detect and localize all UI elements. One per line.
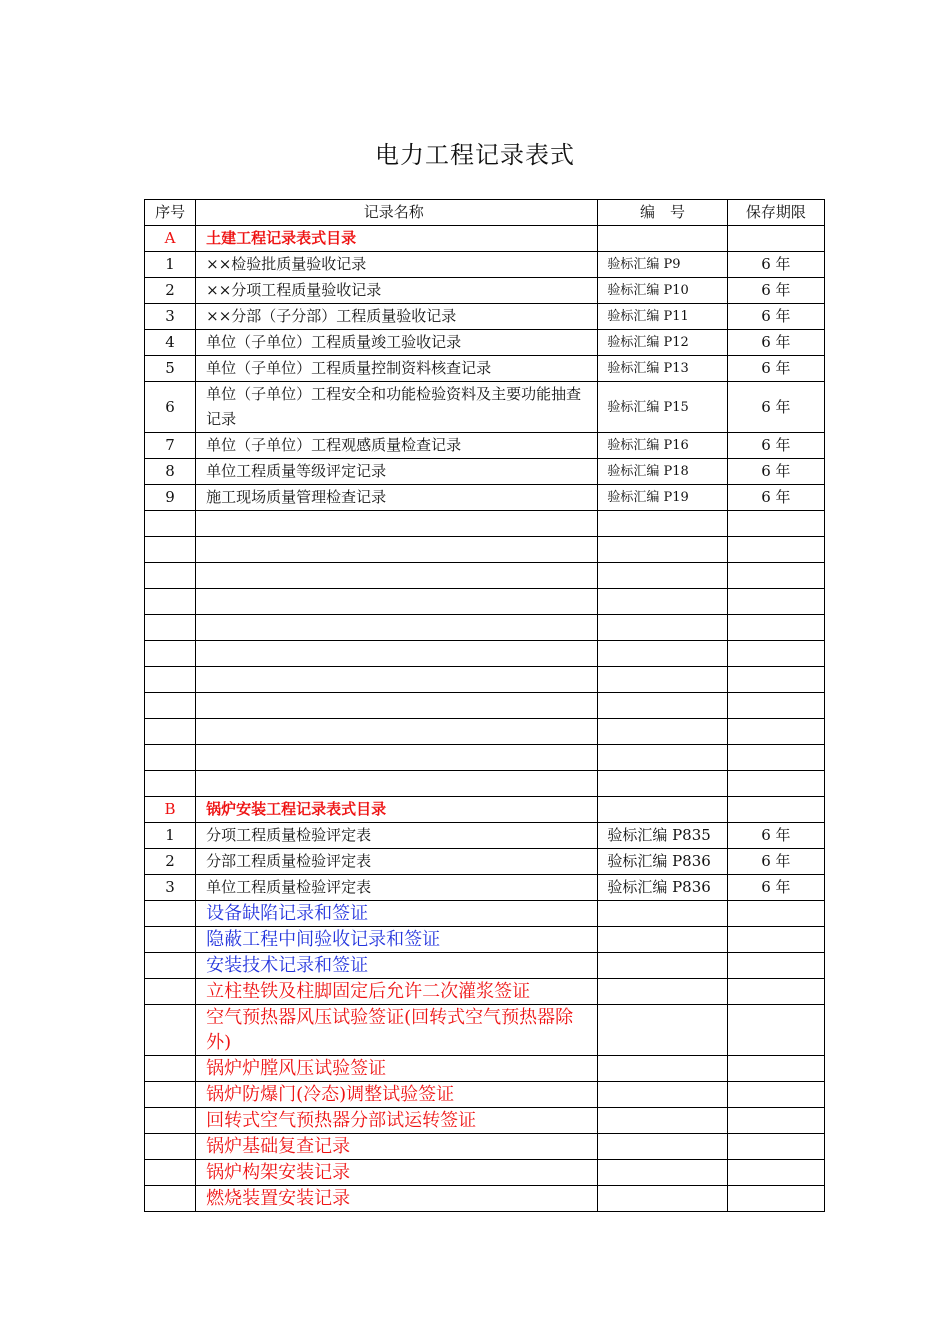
empty-row [145,719,825,745]
table-row: 4 单位（子单位）工程质量竣工验收记录 验标汇编 P12 6 年 [145,330,825,356]
section-a-seq: A [145,226,196,252]
header-name: 记录名称 [196,200,598,226]
section-b-seq: B [145,797,196,823]
empty-row [145,511,825,537]
list-item: 回转式空气预热器分部试运转签证 [145,1108,825,1134]
table-row: 9 施工现场质量管理检查记录 验标汇编 P19 6 年 [145,485,825,511]
empty-row [145,563,825,589]
list-item: 锅炉构架安装记录 [145,1160,825,1186]
list-item: 空气预热器风压试验签证(回转式空气预热器除外) [145,1005,825,1056]
section-a-row [145,226,825,252]
table-row: 3 ××分部（子分部）工程质量验收记录 验标汇编 P11 6 年 [145,304,825,330]
list-item: 立柱垫铁及柱脚固定后允许二次灌浆签证 [145,979,825,1005]
table-row: 1 ××检验批质量验收记录 验标汇编 P9 6 年 [145,252,825,278]
list-item: 锅炉防爆门(冷态)调整试验签证 [145,1082,825,1108]
section-b-title: 锅炉安装工程记录表式目录 [196,797,598,823]
table-header [145,200,825,226]
table-row: 2 ××分项工程质量验收记录 验标汇编 P10 6 年 [145,278,825,304]
table-row: 5 单位（子单位）工程质量控制资料核查记录 验标汇编 P13 6 年 [145,356,825,382]
empty-row [145,641,825,667]
empty-row [145,745,825,771]
table-row: 8 单位工程质量等级评定记录 验标汇编 P18 6 年 [145,459,825,485]
section-a-title: 土建工程记录表式目录 [196,226,598,252]
empty-row [145,667,825,693]
table-row: 3 单位工程质量检验评定表 验标汇编 P836 6 年 [145,875,825,901]
list-item: 燃烧装置安装记录 [145,1186,825,1212]
empty-row [145,537,825,563]
empty-row [145,589,825,615]
section-b-row [145,797,825,823]
list-item: 锅炉基础复查记录 [145,1134,825,1160]
table-row: 1 分项工程质量检验评定表 验标汇编 P835 6 年 [145,823,825,849]
list-item: 隐蔽工程中间验收记录和签证 [145,927,825,953]
list-item: 锅炉炉膛风压试验签证 [145,1056,825,1082]
table-row: 2 分部工程质量检验评定表 验标汇编 P836 6 年 [145,849,825,875]
list-item: 安装技术记录和签证 [145,953,825,979]
table-row: 6 单位（子单位）工程安全和功能检验资料及主要功能抽查记录 验标汇编 P15 6 年 [145,382,825,433]
header-seq: 序号 [145,200,196,226]
header-code: 编 号 [598,200,727,226]
records-table [144,199,825,1212]
page-title: 电力工程记录表式 [375,141,575,169]
empty-row [145,693,825,719]
table-row: 7 单位（子单位）工程观感质量检查记录 验标汇编 P16 6 年 [145,433,825,459]
header-keep: 保存期限 [727,200,824,226]
list-item: 设备缺陷记录和签证 [145,901,825,927]
empty-row [145,615,825,641]
empty-row [145,771,825,797]
